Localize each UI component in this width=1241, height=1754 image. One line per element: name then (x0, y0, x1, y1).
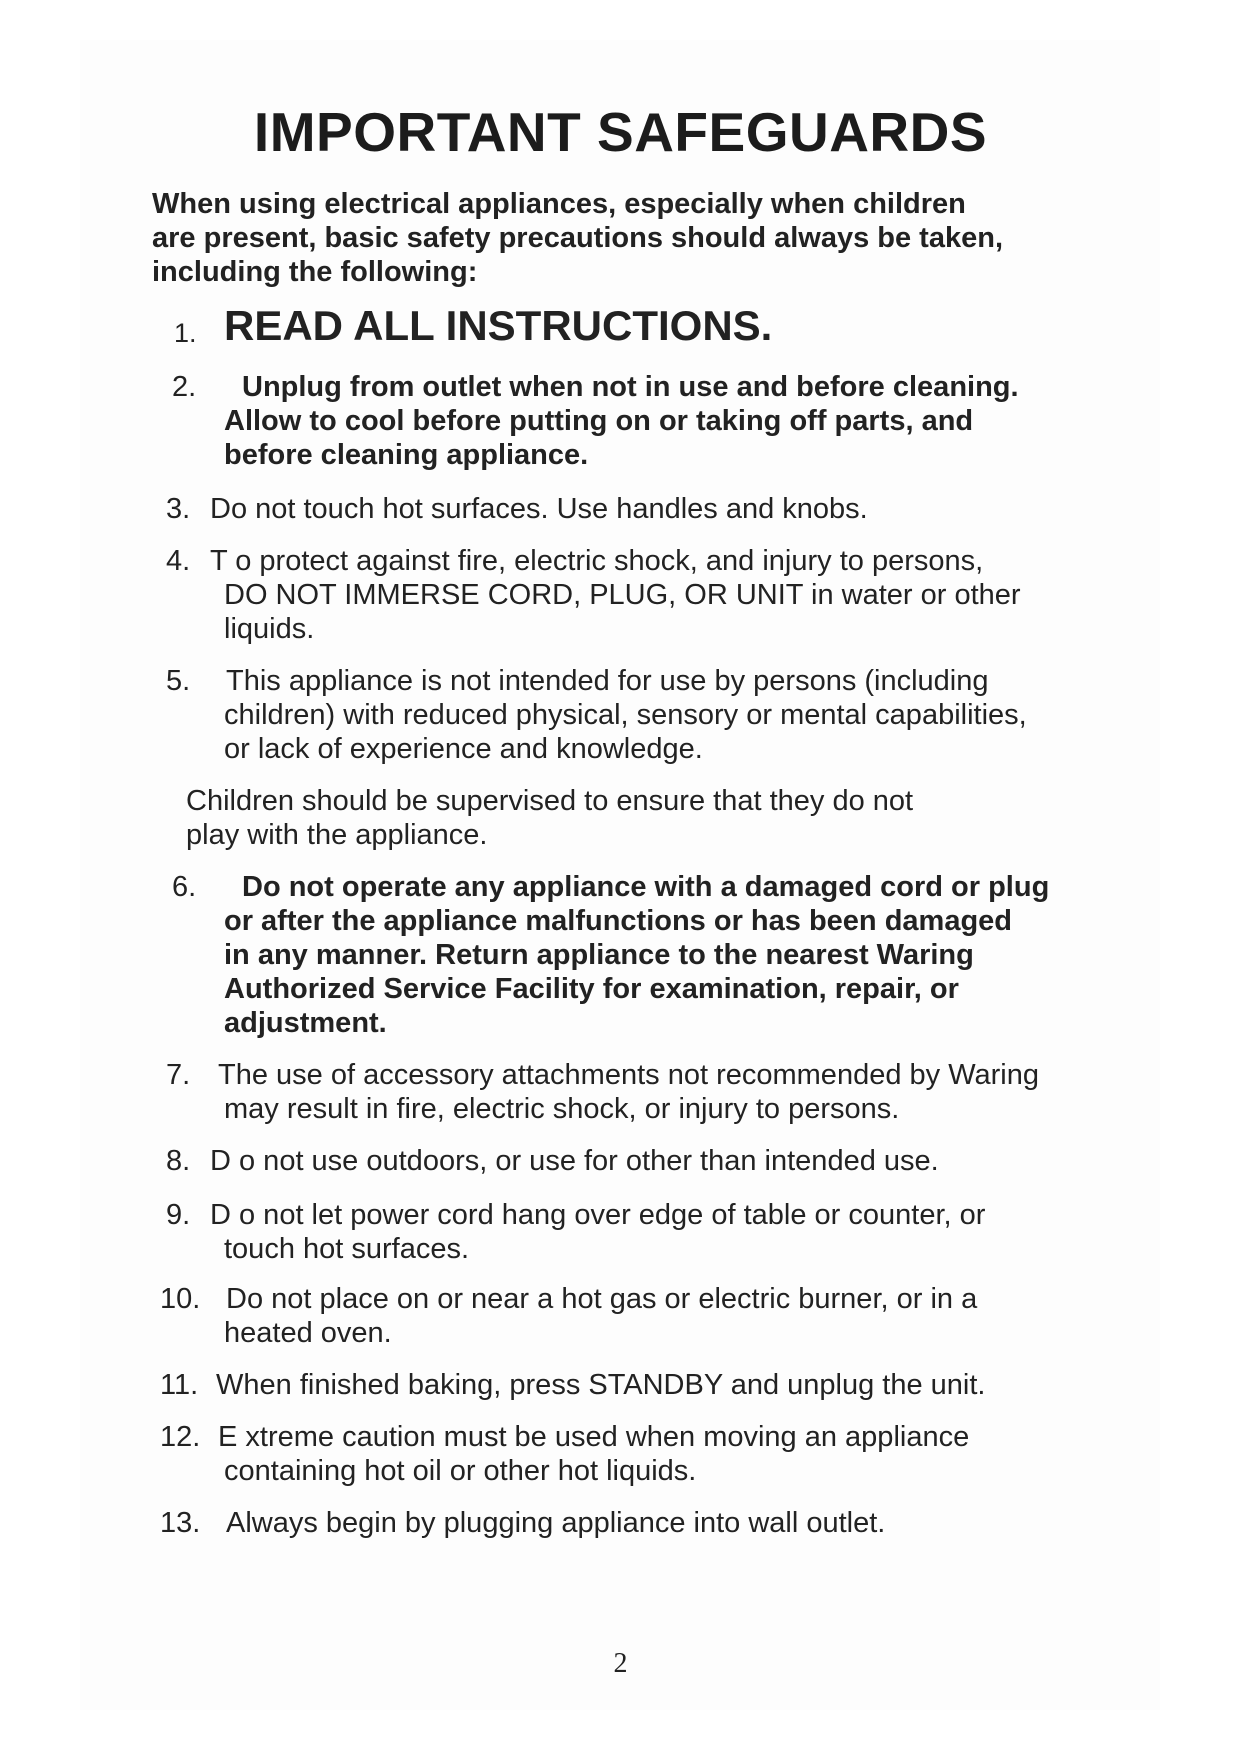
item-text (210, 1198, 1124, 1266)
item-line: liquids. (224, 613, 315, 645)
page-title: IMPORTANT SAFEGUARDS (253, 101, 988, 163)
note-line: play with the appliance. (186, 819, 488, 851)
item-line: T o protect against fire, electric shock, and injury to persons, (210, 545, 984, 577)
item-number: 12. (160, 1421, 201, 1453)
item-number: 8. (166, 1145, 191, 1177)
item-line: in any manner. Return appliance to the nearest Waring (224, 939, 974, 971)
intro-line: are present, basic safety precautions should always be taken, (152, 222, 1003, 254)
item-line: Do not operate any appliance with a damaged cord or plug (242, 871, 1050, 903)
item-line: Allow to cool before putting on or taking off parts, and (224, 405, 974, 437)
item-line: before cleaning appliance. (224, 439, 589, 471)
item-text (210, 544, 1124, 646)
item-text (218, 1420, 1124, 1488)
item-line: containing hot oil or other hot liquids. (224, 1455, 697, 1487)
item-line: adjustment. (224, 1007, 387, 1039)
item-number: 1. (174, 318, 197, 348)
item-line: This appliance is not intended for use by persons (including (226, 665, 989, 697)
item-number: 6. (172, 871, 197, 903)
item-text (224, 664, 1124, 766)
item-number: 11. (160, 1369, 199, 1401)
item-line: touch hot surfaces. (224, 1233, 470, 1265)
item-line: D o not use outdoors, or use for other than intended use. (210, 1145, 939, 1177)
note-line: Children should be supervised to ensure that they do not (186, 785, 914, 817)
intro-paragraph (152, 187, 1052, 289)
intro-line: including the following: (152, 256, 478, 288)
item-text (224, 1506, 1124, 1540)
item-number: 3. (166, 493, 191, 525)
item-text (210, 492, 1110, 526)
item-text (218, 1058, 1124, 1126)
item-text (210, 1144, 1110, 1178)
item-line: D o not let power cord hang over edge of table or counter, or (210, 1199, 986, 1231)
item-number: 7. (166, 1059, 191, 1091)
supervision-note (186, 784, 1086, 852)
item-line: READ ALL INSTRUCTIONS. (224, 302, 773, 349)
item-line: Always begin by plugging appliance into wall outlet. (226, 1507, 886, 1539)
item-line: may result in fire, electric shock, or injury to persons. (224, 1093, 900, 1125)
item-text (224, 302, 1124, 350)
page-number: 2 (613, 1648, 628, 1679)
item-text (224, 1282, 1124, 1350)
item-number: 2. (172, 371, 197, 403)
item-text (224, 870, 1124, 1040)
item-number: 13. (160, 1507, 201, 1539)
item-line: E xtreme caution must be used when moving an appliance (218, 1421, 970, 1453)
item-line: When finished baking, press STANDBY and unplug the unit. (216, 1369, 986, 1401)
intro-line: When using electrical appliances, especially when children (152, 188, 966, 220)
item-text (216, 1368, 1116, 1402)
item-line: children) with reduced physical, sensory or mental capabilities, (224, 699, 1027, 731)
item-number: 4. (166, 545, 191, 577)
item-line: Unplug from outlet when not in use and before cleaning. (242, 371, 1019, 403)
item-number: 9. (166, 1199, 191, 1231)
item-line: Do not touch hot surfaces. Use handles and knobs. (210, 493, 868, 525)
item-line: or lack of experience and knowledge. (224, 733, 703, 765)
item-text (224, 370, 1124, 472)
item-line: Authorized Service Facility for examination, repair, or (224, 973, 959, 1005)
item-line: The use of accessory attachments not recommended by Waring (218, 1059, 1039, 1091)
item-number: 5. (166, 665, 191, 697)
item-line: heated oven. (224, 1317, 392, 1349)
item-line: DO NOT IMMERSE CORD, PLUG, OR UNIT in water or other (224, 579, 1021, 611)
item-number: 10. (160, 1283, 201, 1315)
item-line: Do not place on or near a hot gas or electric burner, or in a (226, 1283, 978, 1315)
item-line: or after the appliance malfunctions or has been damaged (224, 905, 1013, 937)
